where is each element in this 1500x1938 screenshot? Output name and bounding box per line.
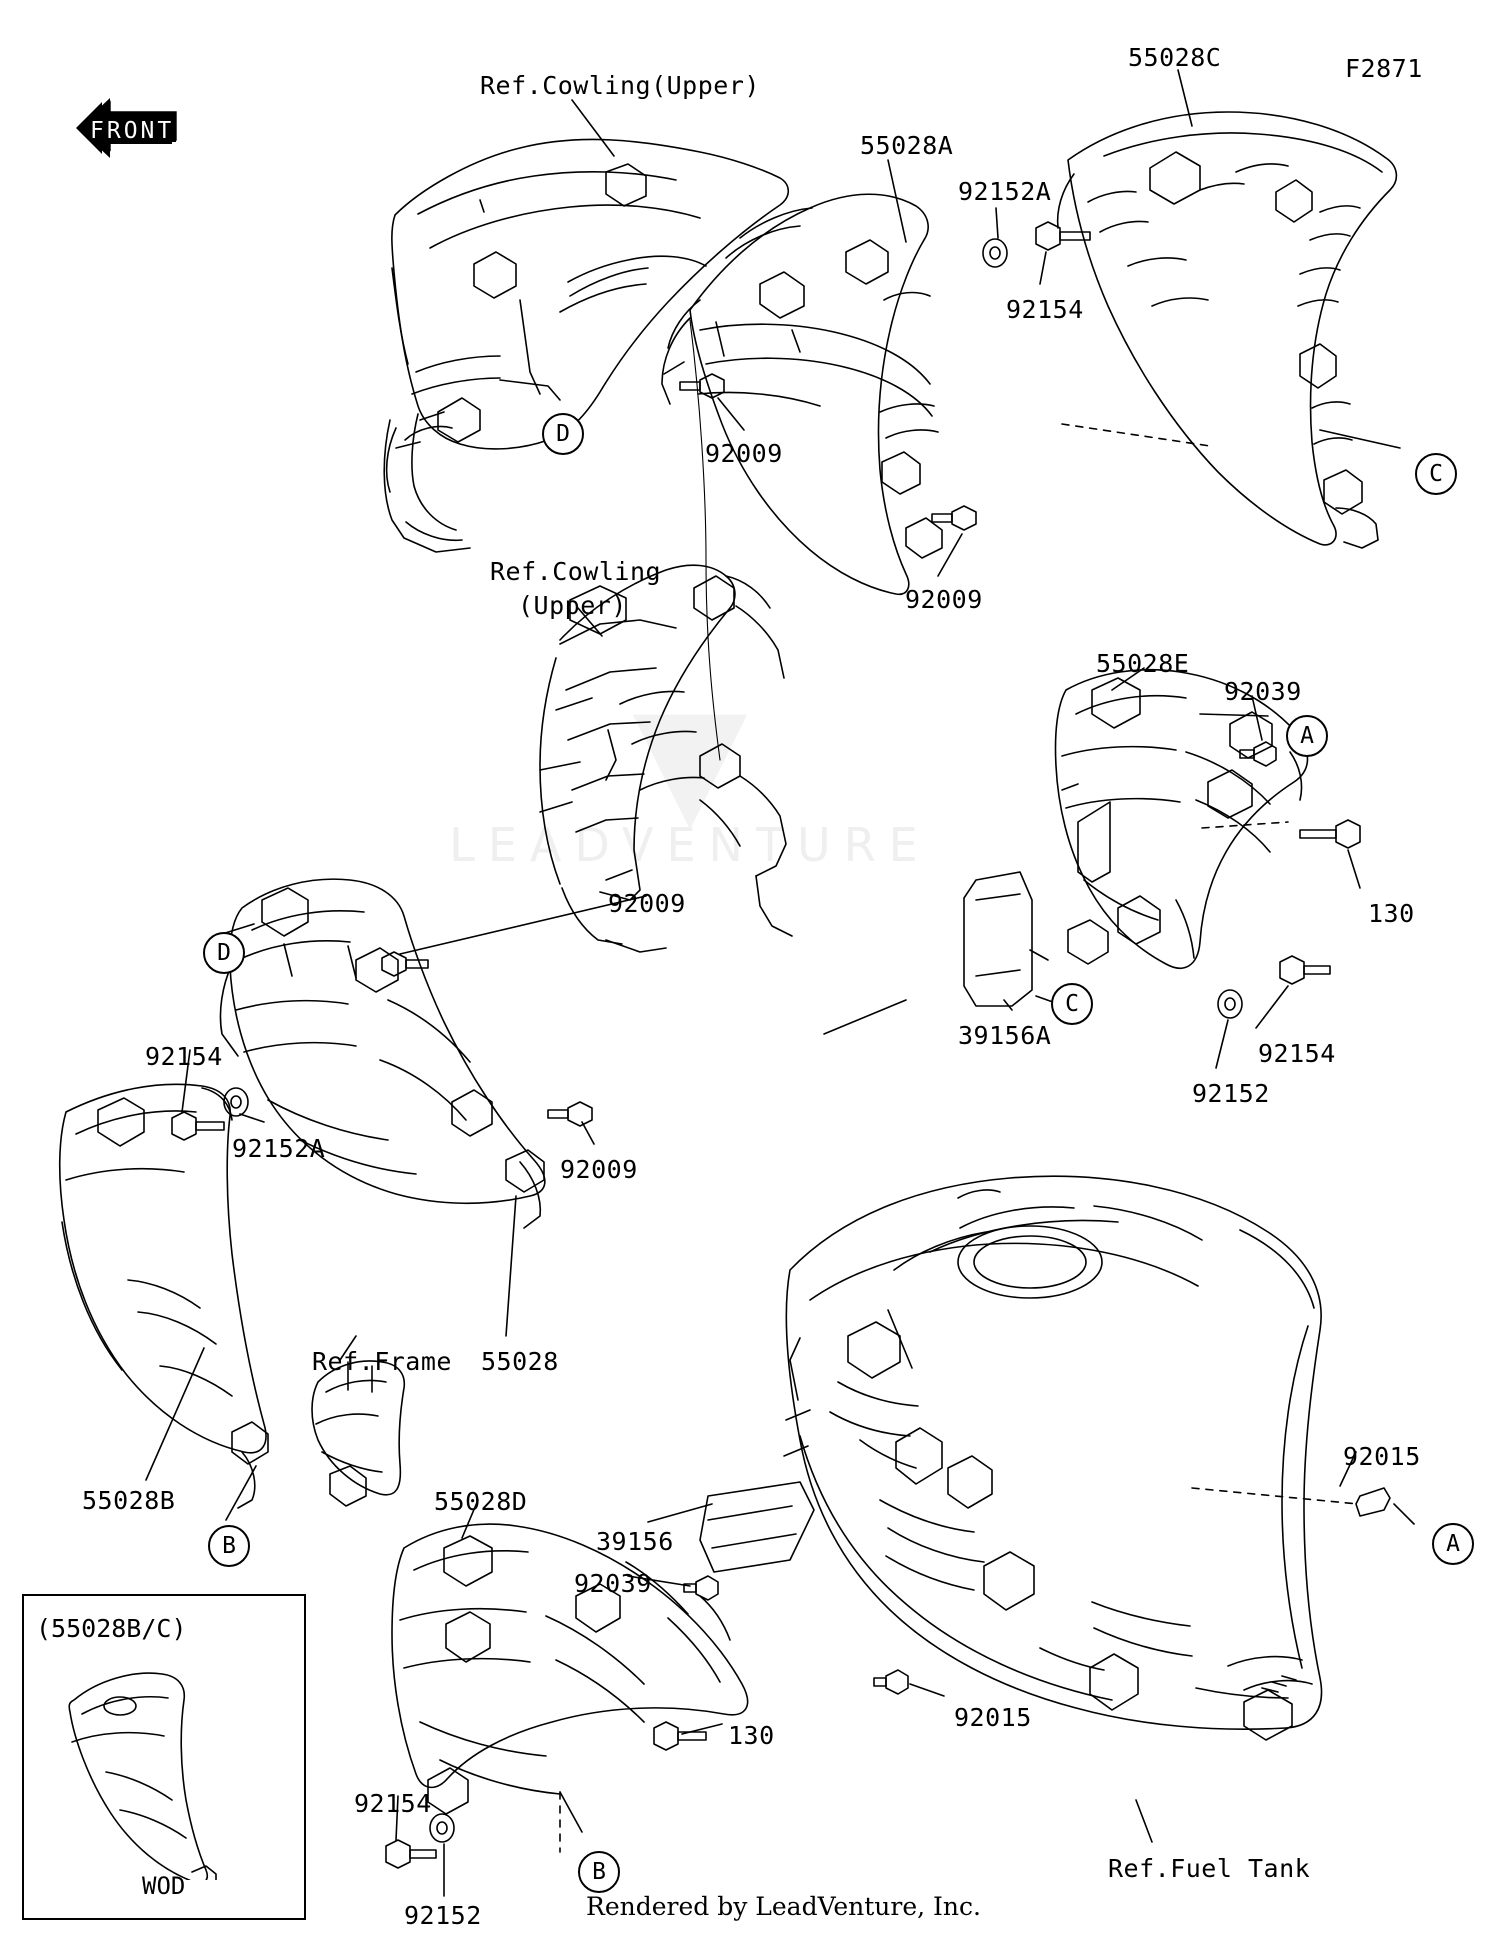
front-direction-arrow [72,92,184,170]
balloon-c-top: C [1415,453,1457,495]
art-39156-strips [700,872,1032,1572]
callout-ref-cowling-upper-mid-line2: (Upper) [518,591,627,620]
callout-part-92154-low: 92154 [354,1789,432,1818]
art-leader-lines [146,70,1414,1896]
callout-part-92009-upper-right: 92009 [905,585,983,614]
callout-part-92015-right: 92015 [1343,1442,1421,1471]
callout-part-92015-low: 92015 [954,1703,1032,1732]
render-credit: Rendered by LeadVenture, Inc. [586,1892,981,1921]
callout-part-92009-left-mid: 92009 [608,889,686,918]
callout-part-92039-low: 92039 [574,1569,652,1598]
callout-part-92009-upper-left: 92009 [705,439,783,468]
callout-ref-frame: Ref.Frame [312,1347,452,1376]
callout-part-55028C: 55028C [1128,43,1222,72]
balloon-b-left: B [208,1525,250,1567]
art-55028D-panel [392,1524,748,1814]
callout-part-92152-right: 92152 [1192,1079,1270,1108]
balloon-a-right: A [1286,715,1328,757]
watermark-text: LEADVENTURE [449,818,931,872]
callout-part-55028: 55028 [481,1347,559,1376]
callout-part-92154-right: 92154 [1258,1039,1336,1068]
art-55028E-panel [1055,670,1307,968]
art-dashed-reference [560,424,1358,1852]
callout-part-55028A: 55028A [860,131,954,160]
callout-part-92154-top: 92154 [1006,295,1084,324]
balloon-d-top: D [542,413,584,455]
balloon-c-mid: C [1051,983,1093,1025]
front-label: FRONT [90,118,175,144]
callout-ref-cowling-upper-mid-line1: Ref.Cowling [490,557,662,586]
art-55028C-panel [1058,112,1397,548]
callout-ref-fuel-tank: Ref.Fuel Tank [1108,1854,1311,1883]
art-fasteners [172,222,1390,1868]
callout-part-92039-right: 92039 [1224,677,1302,706]
watermark-logo: ▼ [632,673,748,847]
art-upper-left-cowling [384,139,788,552]
art-55028A-panel [662,194,942,594]
callout-part-55028E: 55028E [1096,649,1190,678]
wod-inset-title: (55028B/C) [36,1614,187,1643]
callout-part-92009-low-mid: 92009 [560,1155,638,1184]
callout-part-92152A-top: 92152A [958,177,1052,206]
callout-part-92152A-left: 92152A [232,1134,326,1163]
art-fuel-tank [784,1176,1322,1740]
callout-part-55028D: 55028D [434,1487,528,1516]
balloon-b-low: B [578,1851,620,1893]
callout-part-39156: 39156 [596,1527,674,1556]
balloon-a-low: A [1432,1523,1474,1565]
callout-ref-cowling-upper-top: Ref.Cowling(Upper) [480,71,760,100]
callout-part-39156A: 39156A [958,1021,1052,1050]
callout-part-92152-low: 92152 [404,1901,482,1930]
wod-inset-label: WOD [142,1872,186,1900]
callout-part-130-right: 130 [1368,899,1415,928]
callout-part-55028B: 55028B [82,1486,176,1515]
callout-diagram-code: F2871 [1345,54,1423,83]
balloon-d-left: D [203,932,245,974]
art-55028-panel [220,879,544,1228]
art-frame-stub [312,1361,404,1506]
callout-part-92154-left: 92154 [145,1042,223,1071]
callout-part-130-low: 130 [728,1721,775,1750]
